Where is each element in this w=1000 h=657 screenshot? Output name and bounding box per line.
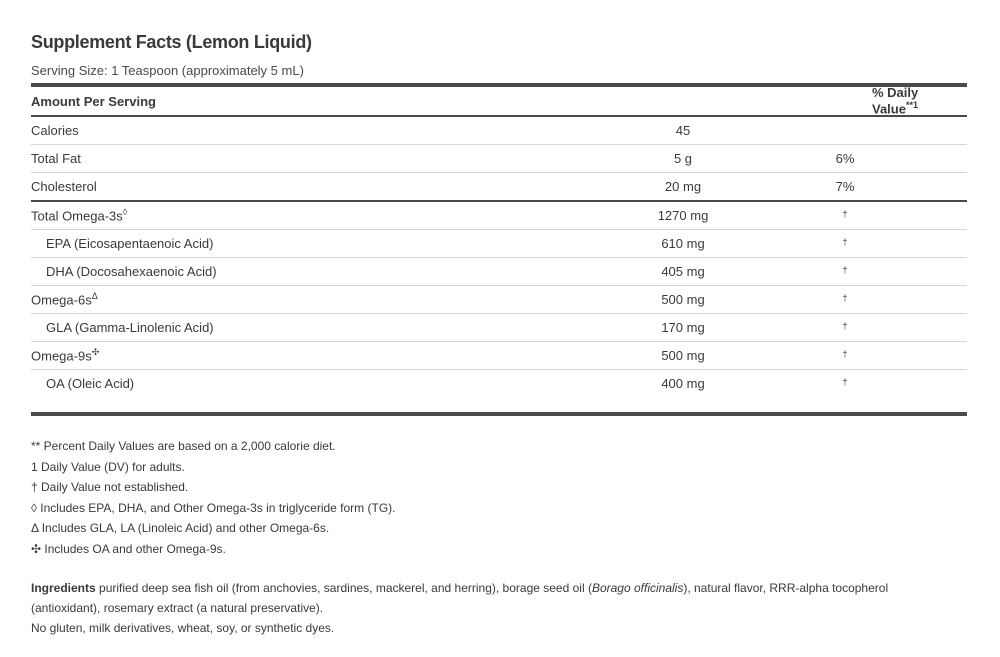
nutrient-amount: 405 mg — [661, 264, 705, 279]
daily-value-marks: **1 — [905, 100, 918, 111]
table-row — [31, 202, 967, 230]
table-row — [31, 145, 967, 173]
ingredients-text — [31, 578, 951, 618]
nutrient-label: Omega-6s — [31, 292, 92, 308]
dagger-mark: † — [842, 293, 848, 303]
ingredients-label: Ingredients — [31, 581, 96, 595]
table-row — [31, 230, 967, 258]
nutrient-footnote-mark: ✣ — [91, 347, 100, 358]
nutrient-dv — [723, 292, 967, 307]
footnote: Δ Includes GLA, LA (Linoleic Acid) and other Omega-6s. — [31, 521, 330, 535]
daily-value-text: % Daily Value — [872, 85, 919, 117]
nutrient-name: Cholesterol — [31, 179, 97, 194]
dagger-mark: † — [842, 321, 848, 331]
nutrient-dv — [723, 376, 967, 391]
nutrient-name: OA (Oleic Acid) — [46, 376, 135, 391]
daily-value-label — [872, 85, 967, 116]
nutrient-amount: 500 mg — [661, 292, 705, 307]
table-row — [31, 258, 967, 286]
serving-size: Serving Size: 1 Teaspoon (approximately 5 mL) — [31, 63, 304, 78]
nutrient-name — [31, 347, 643, 363]
table-row — [31, 286, 967, 314]
nutrient-dv — [723, 348, 967, 363]
dagger-mark: † — [842, 349, 848, 359]
amount-per-serving-label: Amount Per Serving — [31, 93, 156, 109]
ingredients-italic: Borago officinalis — [591, 581, 684, 595]
nutrient-amount: 400 mg — [661, 376, 705, 391]
nutrient-label: Total Omega-3s — [31, 208, 123, 224]
nutrient-dv: 7% — [835, 179, 855, 194]
bottom-rule — [31, 412, 967, 416]
footnote: † Daily Value not established. — [31, 480, 189, 494]
dagger-mark: † — [842, 237, 848, 247]
nutrient-dv — [723, 264, 967, 279]
nutrient-dv — [723, 236, 967, 251]
nutrient-name: Calories — [31, 123, 79, 138]
footnote: ** Percent Daily Values are based on a 2,000 calorie diet. — [31, 439, 336, 453]
free-from-statement: No gluten, milk derivatives, wheat, soy, or synthetic dyes. — [31, 621, 335, 635]
table-row — [31, 370, 967, 397]
nutrient-amount: 45 — [675, 123, 691, 138]
dagger-mark: † — [842, 265, 848, 275]
table-row — [31, 314, 967, 342]
table-row — [31, 117, 967, 145]
nutrient-footnote-mark: ◊ — [122, 207, 128, 218]
dagger-mark: † — [842, 209, 848, 219]
nutrient-name — [31, 207, 643, 223]
nutrient-name: EPA (Eicosapentaenoic Acid) — [46, 236, 214, 251]
nutrient-amount: 500 mg — [661, 348, 705, 363]
nutrient-footnote-mark: Δ — [91, 291, 98, 302]
nutrient-amount: 610 mg — [661, 236, 705, 251]
nutrient-dv: 6% — [835, 151, 855, 166]
table-end-spacer — [31, 397, 967, 412]
ingredients-before: purified deep sea fish oil (from anchovies, sardines, mackerel, and herring), borage seed oil ( — [95, 581, 592, 595]
nutrient-name: Total Fat — [31, 151, 81, 166]
nutrient-amount: 170 mg — [661, 320, 705, 335]
nutrient-name — [31, 291, 643, 307]
footnote: 1 Daily Value (DV) for adults. — [31, 459, 185, 474]
nutrient-name: DHA (Docosahexaenoic Acid) — [46, 264, 217, 279]
nutrient-label: Omega-9s — [31, 348, 92, 364]
nutrient-amount: 20 mg — [664, 179, 702, 194]
ingredients-after: ), natural flavor, RRR-alpha tocopherol (antioxidant), rosemary extract (a natural preservative). — [31, 581, 889, 615]
footnote: ◊ Includes EPA, DHA, and Other Omega-3s in triglyceride form (TG). — [31, 500, 396, 515]
nutrient-dv — [723, 320, 967, 335]
footnotes — [31, 436, 967, 559]
page-title: Supplement Facts (Lemon Liquid) — [31, 32, 312, 52]
table-row — [31, 173, 967, 202]
nutrient-name: GLA (Gamma-Linolenic Acid) — [46, 320, 214, 335]
table-header — [31, 87, 967, 117]
supplement-facts-panel — [31, 28, 967, 638]
table-row — [31, 342, 967, 370]
footnote: ✣ Includes OA and other Omega-9s. — [31, 541, 226, 556]
nutrient-dv — [723, 208, 967, 223]
nutrient-amount: 1270 mg — [657, 208, 709, 223]
dagger-mark: † — [842, 377, 848, 387]
ingredients-block — [31, 578, 951, 638]
nutrient-amount: 5 g — [673, 151, 693, 166]
